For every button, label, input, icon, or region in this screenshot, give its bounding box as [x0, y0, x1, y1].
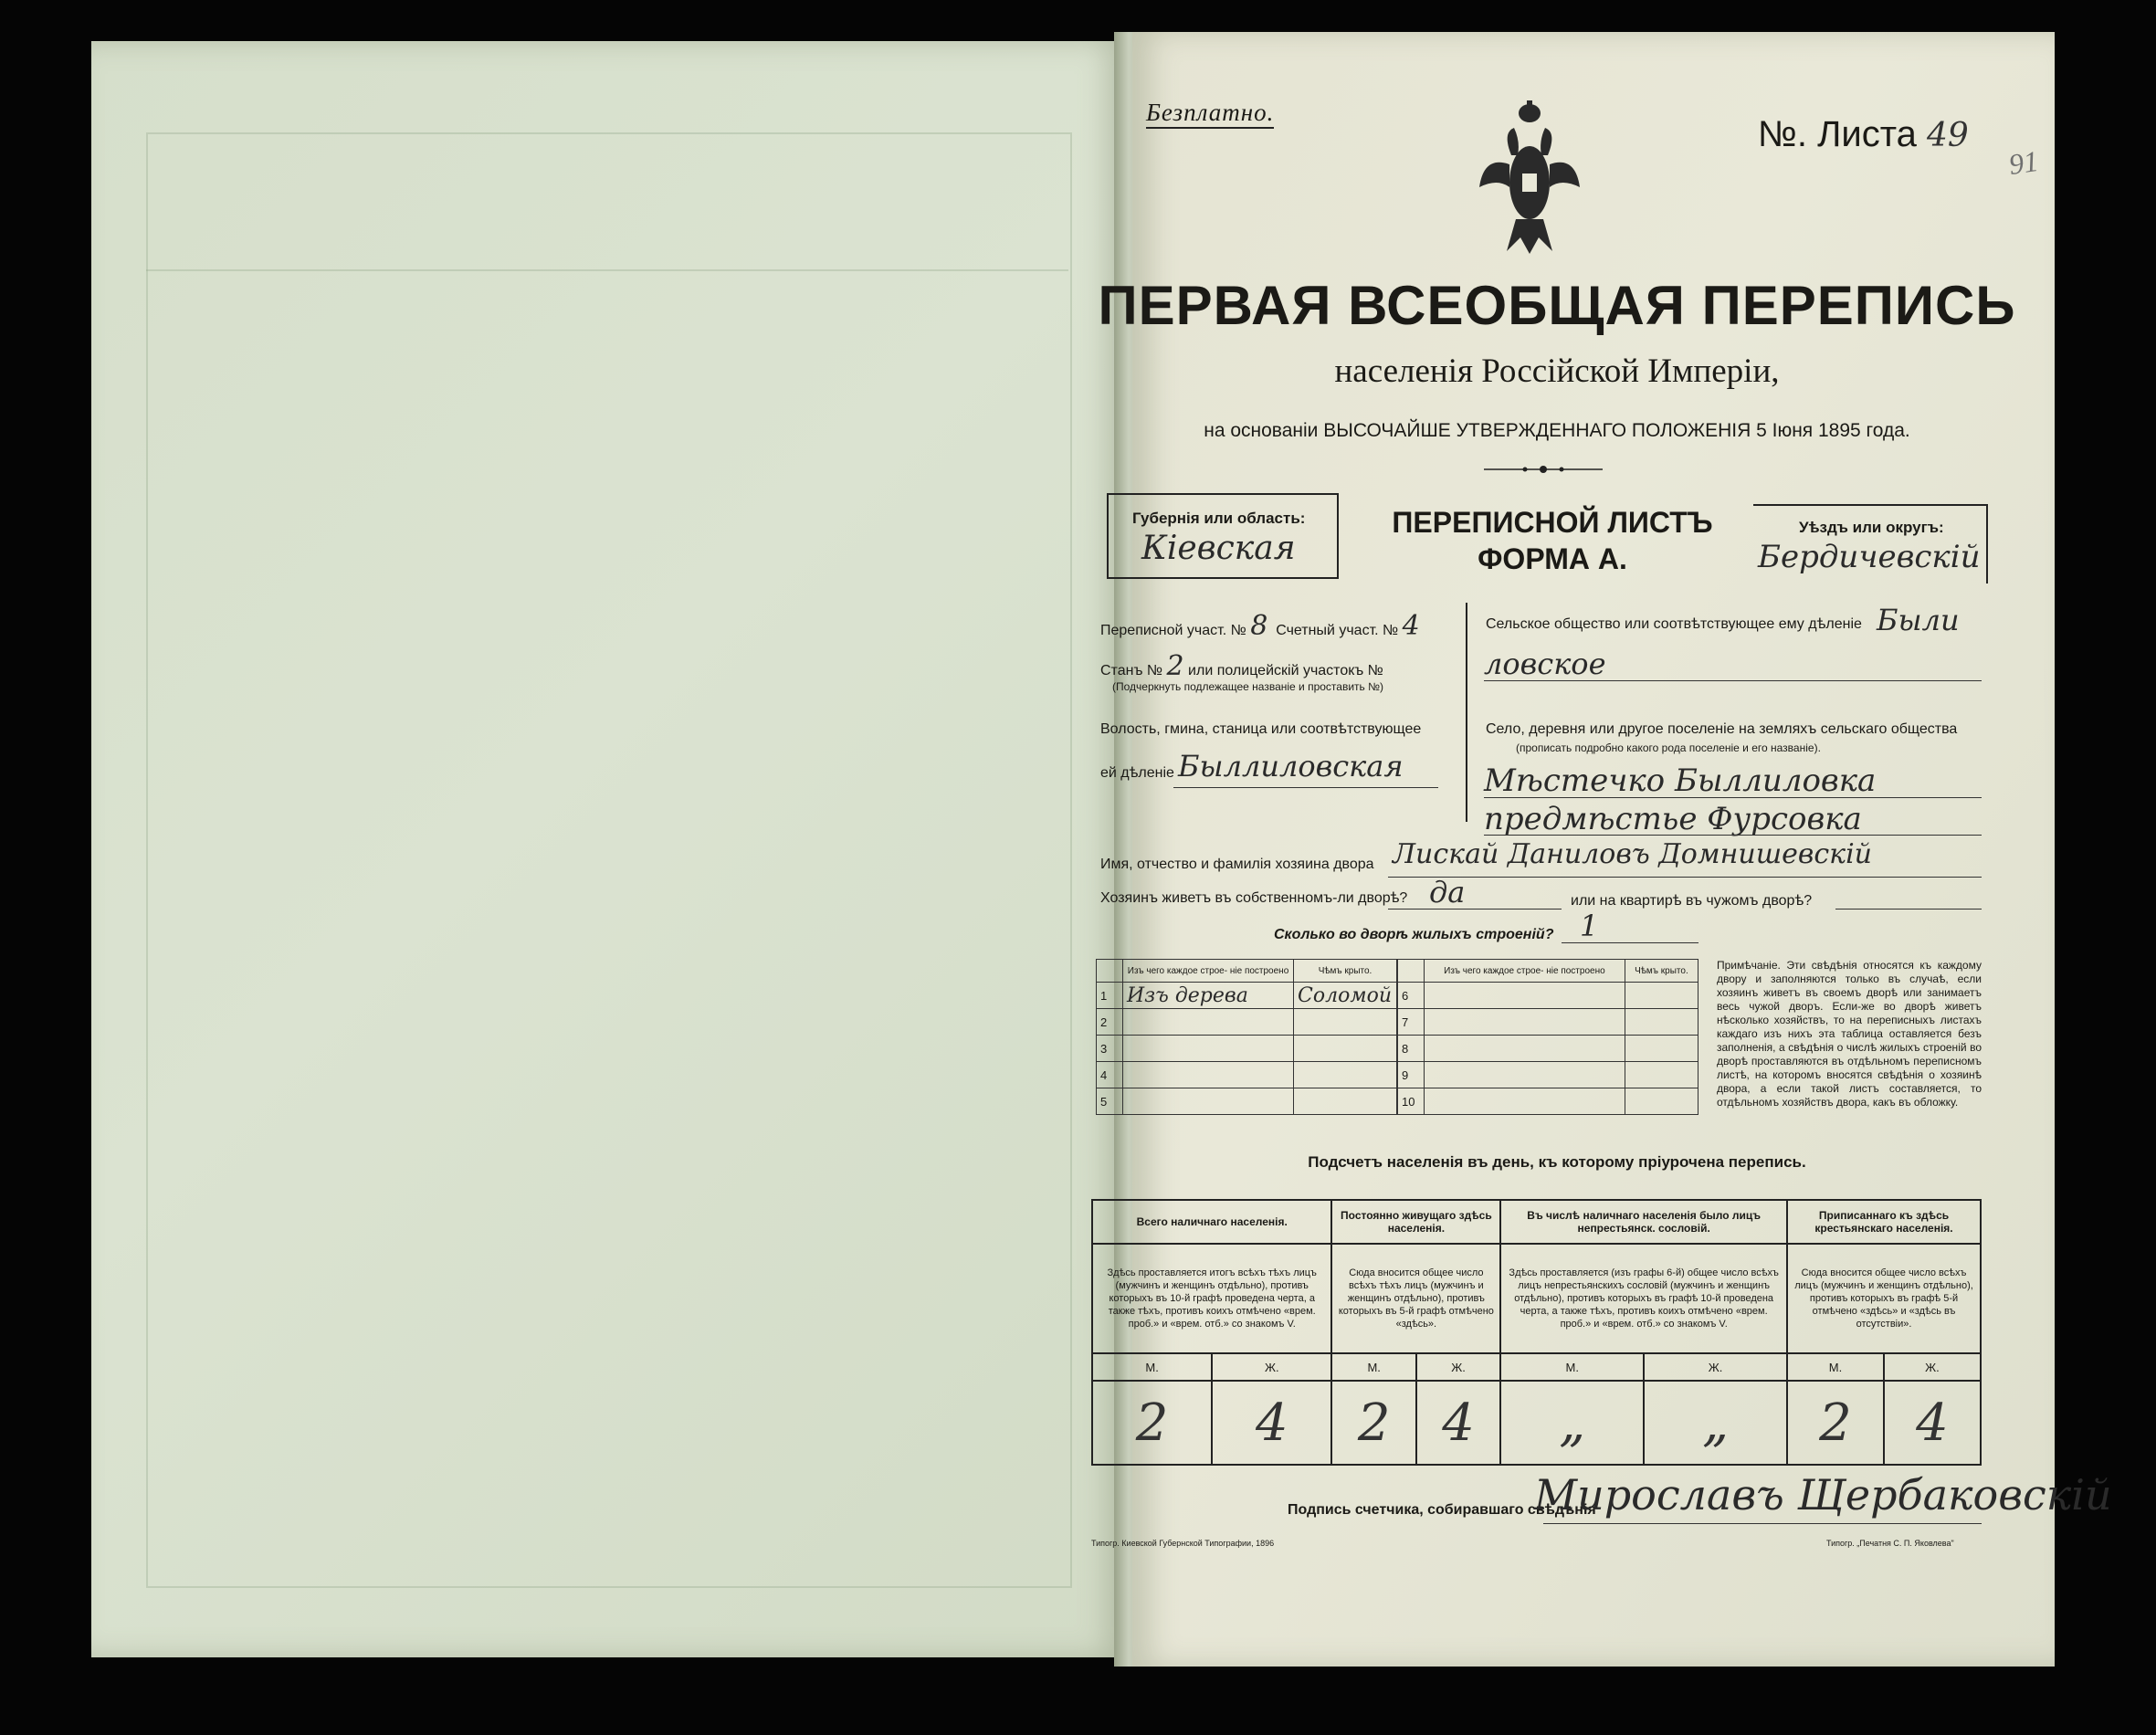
count-col-4-header: Приписаннаго къ здѣсь крестьянскаго населенія.: [1787, 1200, 1981, 1244]
owner-underline: [1388, 877, 1982, 878]
owner-value: Лискай Даниловъ Домнишевскій: [1393, 838, 1872, 870]
buildings-value: 1: [1580, 909, 1599, 943]
stan-note: (Подчеркнуть подлежащее названіе и проставить №): [1112, 680, 1383, 693]
district-label: Уѣздъ или округъ:: [1799, 519, 1944, 536]
female-label: Ж.: [1644, 1353, 1787, 1381]
count-col-4-desc: Сюда вносится общее число всѣхъ лицъ (мужчинъ и женщинъ отдѣльно), противъ которыхъ въ графѣ 5-й отмѣчено «здѣсь» и «здѣсь въ отсутствіи».: [1787, 1244, 1981, 1353]
population-count-table: [1091, 1199, 1982, 1466]
count-4-male: 2: [1787, 1381, 1884, 1465]
society-value-2: ловское: [1484, 647, 1606, 681]
count-col-2-header: Постоянно живущаго здѣсь населенія.: [1331, 1200, 1500, 1244]
settlement-label: Село, деревня или другое поселеніе на земляхъ сельскаго общества: [1486, 721, 1958, 737]
margin-page-number: 91: [2006, 143, 2041, 182]
count-col-1-desc: Здѣсь проставляется итогъ всѣхъ тѣхъ лицъ (мужчинъ и женщинъ отдѣльно), противъ которыхъ въ 10-й графѣ проведена черта, а также тѣхъ, противъ коихъ отмѣчено «врем. проб.» и «врем. отб.» со знакомъ V.: [1092, 1244, 1331, 1353]
census-district-label: Переписной участ. № 8 Счетный участ. № 4: [1100, 610, 1420, 642]
female-label: Ж.: [1884, 1353, 1981, 1381]
own-house-underline: [1388, 909, 1562, 910]
printer-imprint-right: Типогр. „Печатня С. П. Яковлева": [1826, 1539, 1954, 1548]
form-title: [1342, 504, 1762, 577]
settlement-value-1: Мѣстечко Быллиловка: [1484, 762, 1877, 799]
own-house-value: да: [1429, 875, 1466, 910]
col-material-header: Изъ чего каждое строе- ніе построено: [1123, 960, 1294, 983]
left-blank-page: [91, 41, 1123, 1657]
table-row: 7: [1398, 1009, 1699, 1036]
table-row: 8: [1398, 1036, 1699, 1062]
count-1-female: 4: [1212, 1381, 1331, 1465]
table-row: 5: [1097, 1088, 1397, 1115]
table-row: 1 Изъ дерева Соломой: [1097, 983, 1397, 1009]
society-value-1: Были: [1877, 603, 1960, 637]
double-headed-eagle-emblem: [1479, 100, 1580, 256]
table-row: 6: [1398, 983, 1699, 1009]
society-label: Сельское общество или соотвѣтствующее ему дѣленіе: [1486, 616, 1862, 632]
stan-line: Станъ № 2 или полицейскій участокъ №: [1100, 650, 1383, 682]
free-of-charge-label: Безплатно.: [1146, 99, 1274, 129]
table-row: 10: [1398, 1088, 1699, 1115]
count-col-1-header: Всего наличнаго населенія.: [1092, 1200, 1331, 1244]
table-row: 2: [1097, 1009, 1397, 1036]
col-roof-header: Чѣмъ крыто.: [1294, 960, 1397, 983]
census-subtitle: населенія Россійской Имперіи,: [1334, 352, 1780, 390]
count-col-3-header: Въ числѣ наличнаго населенія было лицъ непрестьянск. сословій.: [1500, 1200, 1787, 1244]
province-value: Кіевская: [1141, 530, 1296, 567]
settlement-underline-1: [1484, 797, 1982, 798]
volost-label: Волость, гмина, станица или соотвѣтствующее: [1100, 721, 1422, 737]
male-label: М.: [1092, 1353, 1212, 1381]
owner-label: Имя, отчество и фамилія хозяина двора: [1100, 857, 1374, 872]
printer-imprint-left: Типогр. Киевской Губернской Типографии, 1896: [1091, 1539, 1275, 1548]
population-count-title: Подсчетъ населенія въ день, къ которому пріурочена перепись.: [1308, 1153, 1806, 1171]
settlement-value-2: предмѣстье Фурсовка: [1484, 801, 1862, 837]
count-1-male: 2: [1092, 1381, 1212, 1465]
male-label: М.: [1787, 1353, 1884, 1381]
buildings-label: Сколько во дворѣ жилыхъ строеній?: [1274, 927, 1554, 942]
sheet-number-label: №. Листа: [1758, 114, 1917, 154]
male-label: М.: [1500, 1353, 1644, 1381]
settlement-underline-2: [1484, 835, 1982, 836]
province-label: Губернія или область:: [1132, 510, 1306, 527]
ornament-divider: [1484, 464, 1603, 475]
district-value: Бердичевскій: [1758, 539, 1981, 575]
rented-label: или на квартирѣ въ чужомъ дворѣ?: [1571, 893, 1813, 909]
census-title: ПЕРВАЯ ВСЕОБЩАЯ ПЕРЕПИСЬ: [1098, 275, 2016, 336]
count-2-male: 2: [1331, 1381, 1415, 1465]
volost-label-2: ей дѣленіе: [1100, 765, 1174, 781]
buildings-note: Примѣчаніе. Эти свѣдѣнія относятся къ каждому двору и заполняются только въ случаѣ, если хозяинъ живетъ въ своемъ дворѣ или занимаетъ весь чужой дворъ. Если-же во дворѣ живетъ нѣсколько хозяйствъ, то на переписныхъ листахъ каждаго изъ нихъ эта таблица оставляется безъ заполненія, а свѣдѣнія о числѣ жилыхъ строеній во дворѣ проставляются въ отдѣльномъ переписномъ листѣ, на которомъ вносятся свѣдѣнія о хозяинѣ двора, а если такой листъ составляется, то отдѣльномъ хозяйствъ двора, какъ въ обложку.: [1717, 959, 1982, 1109]
count-col-2-desc: Сюда вносится общее число всѣхъ тѣхъ лицъ (мужчинъ и женщинъ отдѣльно), противъ которыхъ въ 5-й графѣ отмѣчено «здѣсь».: [1331, 1244, 1500, 1353]
male-label: М.: [1331, 1353, 1415, 1381]
enumerator-signature: Мирославъ Щербаковскій: [1534, 1470, 2112, 1519]
female-label: Ж.: [1212, 1353, 1331, 1381]
table-row: 4: [1097, 1062, 1397, 1088]
legal-basis-line: на основаніи ВЫСОЧАЙШЕ УТВЕРЖДЕННАГО ПОЛОЖЕНІЯ 5 Іюня 1895 года.: [1204, 420, 1910, 441]
society-underline: [1484, 680, 1982, 681]
signature-underline: [1543, 1523, 1982, 1524]
table-row: 3: [1097, 1036, 1397, 1062]
bleed-through-frame: [146, 132, 1072, 1588]
count-2-female: 4: [1416, 1381, 1500, 1465]
count-3-female: „: [1644, 1381, 1787, 1465]
volost-value: Быллиловская: [1178, 749, 1404, 783]
count-3-male: „: [1500, 1381, 1644, 1465]
volost-underline: [1173, 787, 1438, 788]
column-divider: [1466, 603, 1467, 822]
count-col-3-desc: Здѣсь проставляется (изъ графы 6-й) общее число всѣхъ лицъ непрестьянскихъ сословій (мужчинъ и женщинъ отдѣльно), противъ которыхъ въ графѣ 10-й проведена черта, а также тѣхъ, противъ коихъ отмѣчено «врем. проб.» и «врем. отб.» со знакомъ V.: [1500, 1244, 1787, 1353]
buildings-table-left: [1096, 959, 1397, 1115]
sheet-number-value: 49: [1926, 117, 1969, 154]
buildings-underline: [1562, 942, 1699, 943]
settlement-note: (прописать подробно какого рода поселеніе и его названіе).: [1516, 741, 1821, 754]
form-title-line-1: ПЕРЕПИСНОЙ ЛИСТЪ: [1392, 506, 1713, 539]
count-4-female: 4: [1884, 1381, 1981, 1465]
sheet-number: [1758, 114, 1969, 155]
form-title-line-2: ФОРМА А.: [1478, 542, 1627, 575]
table-row: 9: [1398, 1062, 1699, 1088]
own-house-label: Хозяинъ живетъ въ собственномъ-ли дворѣ?: [1100, 890, 1408, 906]
rented-underline: [1835, 909, 1982, 910]
signature-label: Подпись счетчика, собиравшаго свѣдѣнія: [1288, 1502, 1596, 1518]
buildings-table-right: Изъ чего каждое строе- ніе построено Чѣмъ крыто. 6 7 8 9 10: [1397, 959, 1699, 1115]
female-label: Ж.: [1416, 1353, 1500, 1381]
bleed-through-line: [146, 269, 1068, 271]
